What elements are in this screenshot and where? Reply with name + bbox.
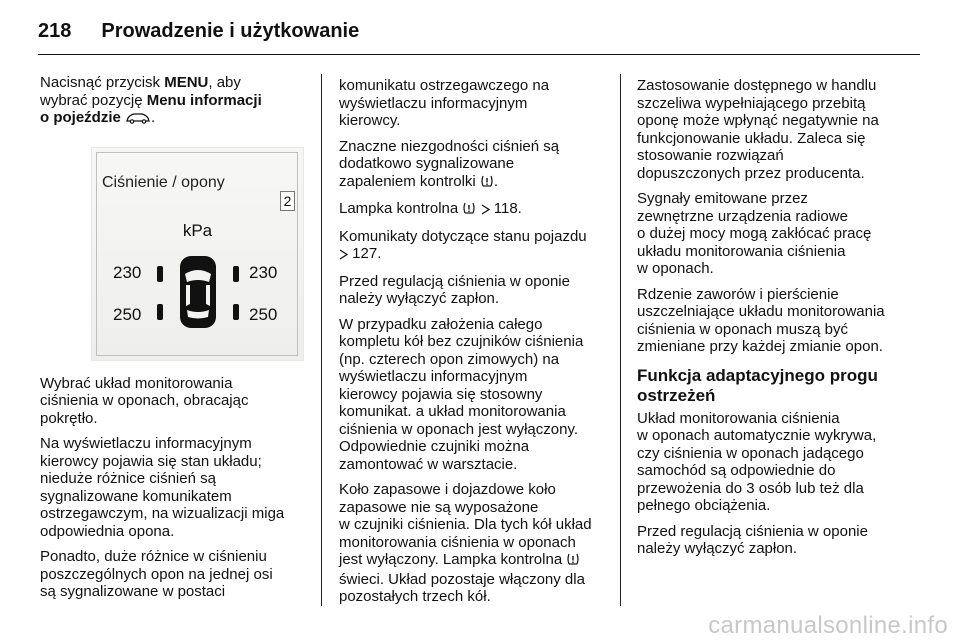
pressure-front-right: 230 — [249, 262, 278, 282]
paragraph-control-light — [339, 138, 607, 193]
column-1 — [40, 74, 310, 609]
display-title: Ciśnienie / opony — [102, 173, 225, 191]
page-reference-arrow-icon — [481, 202, 490, 220]
text: . — [493, 172, 499, 190]
watermark: carmanualsonline.info — [708, 612, 948, 639]
page-number: 218 — [38, 20, 72, 42]
pressure-rear-right: 250 — [249, 304, 278, 324]
text: Nacisnąć przycisk — [40, 74, 165, 91]
tire-pressure-warning-icon — [462, 201, 476, 220]
paragraph-winter-tyres: W przypadku założenia całego kompletu kół bez czujników ciśnienia (np. czterech opon zimowych) na wyświetlaczu informacyjnym kierowcy pojawia się stosowny komunikat. a układ monitorowania ciśnienia w oponach jest wyłączony. Odpowiednie czujniki można zamontować w warsztacie. — [339, 315, 584, 473]
column-divider-1 — [321, 74, 322, 606]
paragraph-vehicle-messages — [339, 228, 607, 265]
display-page-badge: 2 — [280, 191, 295, 211]
text: Koło zapasowe i dojazdowe koło zapasowe nie są wyposażone w czujniki ciśnienia. Dla tych kół układ monitorowania ciśnienia w oponach jest wyłączony. Lampka kontrolna — [339, 481, 592, 568]
section-heading-adaptive-threshold: Funkcja adaptacyjnego progu ostrzeżeń — [637, 365, 878, 405]
page-reference-arrow-icon — [339, 247, 348, 265]
paragraph-sealant: Zastosowanie dostępnego w handlu szczeliwa wypełniającego przebitą oponę może wpłynąć negatywnie na funkcjonowanie układu. Zaleca się stosowanie rozwiązań dopuszczonych przez producenta. — [637, 77, 879, 182]
paragraph-ignition-off: Przed regulacją ciśnienia w oponie należy wyłączyć zapłon. — [339, 272, 570, 307]
page-title: Prowadzenie i użytkowanie — [101, 20, 360, 42]
paragraph-valve-cores: Rdzenie zaworów i pierścienie uszczelniające układu monitorowania ciśnienia w oponach muszą być zmieniane przy każdej zmianie opon. — [637, 285, 885, 355]
text: , aby wybrać pozycję — [40, 74, 241, 109]
paragraph-warning-message: komunikatu ostrzegawczego na wyświetlaczu informacyjnym kierowcy. — [339, 77, 550, 129]
car-icon — [125, 111, 151, 129]
paragraph-lamp-reference — [339, 200, 607, 220]
paragraph-status-display: Na wyświetlaczu informacyjnym kierowcy pojawia się stan układu; nieduże różnice ciśnień są sygnalizowane komunikatem ostrzegawczym, na wizualizacji miga odpowiednia opona. — [40, 435, 285, 540]
page-reference-link[interactable]: 127 — [352, 245, 378, 262]
tire-pressure-display — [91, 147, 304, 361]
menu-item-label: Menu informacji o pojeździe — [40, 91, 262, 126]
page-reference-link[interactable]: 118 — [493, 200, 518, 217]
text: . — [377, 245, 382, 262]
paragraph-menu-instruction — [40, 74, 310, 129]
text: . — [517, 200, 522, 217]
tire-pressure-warning-icon — [566, 552, 580, 571]
pressure-unit: kPa — [182, 220, 213, 240]
text: Znaczne niezgodności ciśnień są dodatkowo sygnalizowane zapaleniem kontrolki — [339, 137, 560, 190]
column-3 — [637, 77, 907, 566]
paragraph-ignition-off-2: Przed regulacją ciśnienia w oponie należy wyłączyć zapłon. — [637, 522, 868, 557]
page-header — [38, 20, 920, 46]
paragraph-select-system: Wybrać układ monitorowania ciśnienia w oponach, obracając pokrętło. — [40, 374, 249, 427]
column-2 — [339, 77, 607, 614]
text: Komunikaty dotyczące stanu pojazdu — [339, 227, 587, 245]
header-rule — [38, 54, 920, 55]
menu-button-label: MENU — [164, 74, 209, 91]
paragraph-axle-differences: Ponadto, duże różnice w ciśnieniu poszczególnych opon na jednej osi są sygnalizowane w postaci — [40, 548, 273, 600]
car-top-view-icon — [153, 254, 243, 330]
text: . — [151, 109, 156, 126]
paragraph-spare-wheel — [339, 481, 607, 606]
paragraph-radio-interference: Sygnały emitowane przez zewnętrzne urządzenia radiowe o dużej mocy mogą zakłócać pracę układu monitorowania ciśnienia w oponach. — [637, 190, 872, 277]
pressure-rear-left: 250 — [113, 304, 142, 324]
column-divider-2 — [620, 74, 621, 606]
pressure-front-left: 230 — [113, 262, 142, 282]
text: świeci. Układ pozostaje włączony dla pozostałych trzech kół. — [339, 570, 585, 605]
text: Lampka kontrolna — [339, 200, 463, 217]
paragraph-load-detection: Układ monitorowania ciśnienia w oponach automatycznie wykrywa, czy ciśnienia w oponach jadącego samochód są odpowiednie do przewożenia do 3 osób lub też dla pełnego obciążenia. — [637, 409, 877, 514]
tire-pressure-warning-icon — [480, 174, 494, 193]
